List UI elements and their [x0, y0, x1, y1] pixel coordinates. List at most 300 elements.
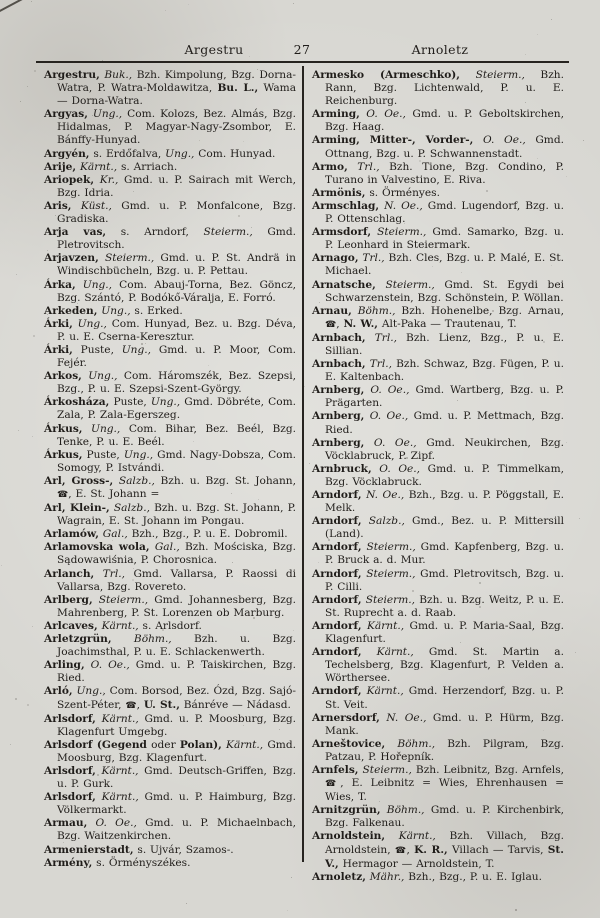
entry-headword: Polan),	[179, 738, 222, 751]
entry-crownland-abbrev: Ung.,	[82, 422, 121, 435]
gazetteer-entry	[44, 449, 296, 475]
entry-crownland-abbrev: O. Oe.,	[473, 134, 526, 147]
paper-speck	[274, 791, 276, 793]
entry-text: Gmd. Lugendorf, Bzg. u. P. Ottenschlag.	[325, 199, 564, 226]
gazetteer-entry	[312, 108, 564, 134]
gazetteer-entry	[44, 475, 296, 502]
entry-text: Gmd. u. P. Hürm, Bzg. Mank.	[325, 711, 564, 737]
entry-headword: Arl, Klein-,	[44, 502, 110, 515]
entry-text: Gmd. Döbréte, Com. Zala, P. Zala-Egerszeg.	[57, 396, 296, 422]
gazetteer-entry	[44, 305, 296, 318]
paper-speck	[165, 10, 166, 11]
gazetteer-entry	[312, 712, 564, 738]
entry-headword: U. St.,	[143, 698, 180, 711]
entry-headword: Arming, Mitter-, Vorder-,	[312, 134, 474, 147]
entry-crownland-abbrev: Ung.,	[150, 396, 181, 409]
entry-headword: Árka,	[44, 278, 76, 291]
entry-text: Gmd. Pletrovitsch.	[57, 226, 297, 252]
entry-headword: Armesko (Armeschko),	[312, 69, 460, 81]
entry-text: Bzh. Villach, Bzg. Arnoldstein,	[325, 830, 564, 856]
entry-text: s. Arndorf,	[106, 226, 204, 239]
entry-headword: Arja vas,	[44, 226, 107, 239]
entry-crownland-abbrev: Kärnt.,	[97, 619, 139, 632]
entry-text: Bzh. Hohenelbe, Bzg. Arnau,	[395, 304, 564, 317]
entry-crownland-abbrev: Steierm.,	[460, 69, 525, 81]
gazetteer-entry	[312, 279, 564, 305]
gazetteer-entry	[44, 148, 296, 161]
paper-speck	[81, 456, 82, 457]
entry-text: Gmd. u. P. Mettmach, Bzg. Ried.	[325, 410, 564, 436]
entry-crownland-abbrev: Buk.,	[99, 69, 133, 81]
entry-crownland-abbrev: Steierm.,	[361, 541, 416, 554]
paper-speck	[543, 786, 544, 787]
paper-speck	[328, 539, 330, 541]
paper-speck	[79, 364, 80, 365]
paper-speck	[551, 265, 552, 266]
entry-headword: Armönis,	[312, 186, 366, 199]
entry-text: Gmd. u. P. Haimburg, Bzg. Völkermarkt.	[57, 791, 297, 817]
gazetteer-entry	[44, 633, 296, 659]
paper-speck	[257, 69, 258, 70]
entry-headword: Armsdorf,	[312, 226, 372, 239]
running-header-right-title: Arnoletz	[411, 42, 469, 57]
entry-crownland-abbrev: Salzb.,	[109, 502, 150, 515]
entry-text: oder	[146, 738, 180, 751]
paper-speck	[566, 176, 567, 177]
entry-text: Gmd. u. P. Monfalcone, Bzg. Gradiska.	[57, 199, 296, 226]
gazetteer-entry	[44, 423, 296, 449]
entry-headword: Arletzgrün,	[44, 633, 112, 646]
gazetteer-entry	[44, 765, 296, 791]
entry-text: Bzh. Leibnitz, Bzg. Arnfels,	[411, 763, 564, 776]
posthorn-icon: ☎	[325, 319, 337, 330]
entry-text: ,	[136, 698, 144, 711]
paper-speck	[123, 589, 125, 591]
gazetteer-entry	[312, 252, 564, 278]
entry-headword: Arlamów,	[44, 528, 99, 541]
entry-crownland-abbrev: N. Oe.,	[361, 489, 405, 501]
entry-crownland-abbrev: Trl.,	[365, 331, 397, 344]
entry-text: Gmd. u. P. Moosburg, Bzg. Klagenfurt Umgebg.	[57, 712, 296, 738]
gazetteer-entry	[312, 187, 564, 200]
header-rule	[36, 61, 569, 63]
entry-text: Gmd. u. P. Michaelnbach, Bzg. Waitzenkirchen.	[57, 817, 296, 843]
gazetteer-entry	[44, 791, 296, 817]
entry-crownland-abbrev: Kärnt.,	[361, 619, 405, 632]
paper-speck	[32, 436, 33, 437]
entry-headword: Arkeden,	[44, 304, 98, 317]
entry-crownland-abbrev: Ung.,	[97, 304, 131, 317]
entry-crownland-abbrev: Kärnt.,	[95, 791, 139, 804]
entry-headword: Arlamovska wola,	[44, 541, 150, 554]
entry-headword: Arkos,	[44, 370, 82, 383]
entry-crownland-abbrev: Gal.,	[98, 528, 128, 541]
paper-speck	[47, 250, 48, 251]
entry-headword: Armény,	[44, 856, 93, 869]
gazetteer-entry	[312, 515, 564, 541]
entry-text: Bzh. Lienz, Bzg., P. u. E. Sillian.	[325, 331, 565, 357]
paper-speck	[525, 102, 526, 103]
paper-speck	[145, 343, 146, 344]
entry-crownland-abbrev: Steierm.,	[358, 763, 412, 776]
entry-crownland-abbrev: O. Oe.,	[364, 410, 409, 423]
paper-speck	[55, 215, 56, 216]
gazetteer-entry	[312, 738, 564, 764]
entry-crownland-abbrev: Trl.,	[365, 358, 392, 371]
entry-crownland-abbrev: N. Oe.,	[379, 199, 423, 212]
entry-text: Gmd. Samarko, Bzg. u. P. Leonhard in Steiermark.	[325, 226, 565, 252]
paper-speck	[10, 744, 11, 745]
gazetteer-entry	[44, 161, 296, 174]
entry-text: Com. Borsod, Bez. Ózd, Bzg. Sajó-Szent-Péter,	[57, 685, 296, 711]
entry-headword: Arling,	[44, 659, 85, 672]
entry-text: Gmd. Ottnang, Bzg. u. P. Schwannenstadt.	[325, 134, 564, 160]
paper-speck	[543, 730, 544, 731]
entry-headword: Arndorf,	[312, 685, 362, 698]
entry-crownland-abbrev: Ung.,	[121, 343, 152, 356]
gazetteer-entry	[44, 252, 296, 278]
entry-text: Bzh. u. Bzg. St. Johann, P. Wagrain, E. St. Johann im Pongau.	[57, 502, 296, 528]
entry-headword: Arnersdorf,	[312, 711, 380, 724]
entry-crownland-abbrev: Kärnt.,	[361, 646, 414, 659]
gazetteer-entry	[44, 857, 296, 870]
entry-text: Gmd. St. Martin a. Techelsberg, Bzg. Klagenfurt, P. Velden a. Wörthersee.	[325, 646, 564, 685]
entry-crownland-abbrev: Steierm.,	[361, 593, 416, 606]
entry-headword: Arlsdorf,	[44, 764, 96, 777]
entry-headword: Arnago,	[312, 252, 359, 265]
entry-text: Gmd. u. P. Moor, Com. Fejér.	[57, 343, 296, 370]
paper-speck	[27, 86, 28, 87]
entry-crownland-abbrev: O. Oe.,	[364, 436, 417, 449]
entry-text: Gmd. Deutsch-Griffen, Bzg. u. P. Gurk.	[57, 764, 296, 791]
paper-speck	[293, 3, 294, 4]
entry-text: Gmd. St. Egydi bei Schwarzenstein, Bzg. Schönstein, P. Wöllan.	[325, 278, 564, 304]
entry-text: Bzh. Rann, Bzg. Lichtenwald, P. u. E. Reichenburg.	[325, 69, 564, 108]
entry-text: Puste,	[72, 343, 122, 356]
entry-text: s. Örményes.	[365, 186, 440, 199]
entry-headword: Armau,	[44, 817, 88, 830]
entry-headword: Arl, Gross-,	[44, 474, 114, 487]
entry-text: Gmd. Johannesberg, Bzg. Mahrenberg, P. St. Lorenzen ob Marburg.	[57, 593, 297, 619]
paper-speck	[16, 274, 17, 275]
entry-text: Bzh. Mościska, Bzg. Sądowawiśnia, P. Chorosnica.	[57, 541, 296, 567]
entry-text: Bzh. Kimpolung, Bzg. Dorna-Watra, P. Watra-Moldawitza,	[57, 69, 296, 95]
entry-headword: Aris,	[44, 199, 72, 212]
gazetteer-entry	[312, 764, 564, 804]
gazetteer-entry	[44, 226, 296, 252]
entry-text: Gmd. Kapfenberg, Bzg. u. P. Bruck a. d. Mur.	[325, 541, 564, 567]
entry-headword: Arnfels,	[312, 763, 359, 776]
gazetteer-entry	[44, 659, 296, 685]
entry-headword: Arlsdorf (Gegend	[44, 738, 147, 751]
entry-text: Bzh., Bzg., P. u. E. Dobromil.	[127, 528, 288, 541]
paper-speck	[583, 140, 584, 141]
gazetteer-entry	[312, 410, 564, 436]
entry-crownland-abbrev: Kärnt.,	[95, 712, 139, 725]
gazetteer-entry	[44, 396, 296, 422]
entry-headword: Arnbruck,	[312, 462, 372, 475]
paper-speck	[162, 629, 164, 631]
entry-text: Gmd. Herzendorf, Bzg. u. P. St. Veit.	[325, 685, 564, 711]
entry-crownland-abbrev: Mähr.,	[365, 870, 405, 883]
gazetteer-entry	[312, 332, 564, 358]
entry-text: Gmd. u. P. Sairach mit Werch, Bzg. Idria.	[57, 173, 296, 199]
entry-headword: Árkosháza,	[44, 396, 110, 409]
entry-text: Gmd. u. P. Geboltskirchen, Bzg. Haag.	[325, 108, 564, 134]
paper-speck	[20, 101, 21, 102]
entry-headword: Árki,	[44, 317, 73, 330]
gazetteer-entry	[44, 568, 296, 594]
entry-crownland-abbrev: Salzb.,	[113, 474, 155, 487]
entry-text: Gmd. u. P. St. Andrä in Windischbücheln, Bzg. u. P. Pettau.	[57, 252, 296, 278]
entry-crownland-abbrev: Ung.,	[72, 685, 106, 698]
paper-speck	[404, 223, 405, 224]
posthorn-icon: ☎	[125, 700, 137, 711]
entry-crownland-abbrev: O. Oe.,	[84, 659, 130, 672]
entry-headword: N. W.,	[343, 317, 378, 330]
paper-speck	[533, 811, 535, 813]
right-column	[312, 69, 564, 884]
entry-text: Com. Bihar, Bez. Beél, Bzg. Tenke, P. u. E. Beél.	[57, 422, 296, 448]
paper-speck	[199, 140, 200, 141]
paper-speck	[179, 232, 180, 233]
entry-headword: Arnau,	[312, 304, 352, 317]
gazetteer-entry	[44, 844, 296, 857]
entry-headword: Argyas,	[44, 108, 88, 121]
gazetteer-entry	[312, 804, 564, 830]
paper-speck	[367, 206, 368, 207]
entry-headword: Arndorf,	[312, 619, 362, 632]
gazetteer-entry	[312, 200, 564, 226]
entry-text: Bzh. u. Bzg. Weitz, P. u. E. St. Ruprecht a. d. Raab.	[325, 593, 564, 619]
paper-speck	[412, 590, 414, 592]
entry-text: Bzh. Tione, Bzg. Condino, P. Turano in Valvestino, E. Riva.	[325, 160, 565, 186]
entry-headword: Arnbach,	[312, 358, 366, 371]
gazetteer-entry	[44, 108, 296, 147]
column-divider-rule	[302, 66, 304, 862]
gazetteer-entry	[44, 344, 296, 370]
running-header	[36, 42, 568, 58]
entry-text: Alt-Paka — Trautenau, T.	[377, 317, 517, 330]
entry-text: Gmd. u. P. Kirchenbirk, Bzg. Falkenau.	[325, 804, 564, 830]
entry-headword: Arnberg,	[312, 410, 365, 423]
entry-text: Bzh., Bzg. u. P. Pöggstall, E. Melk.	[325, 489, 564, 515]
entry-headword: Arming,	[312, 108, 360, 121]
gazetteer-entry	[44, 370, 296, 396]
entry-text: s. Örményszékes.	[92, 856, 191, 869]
entry-headword: Argyén,	[44, 147, 90, 160]
entry-text: Hermagor — Arnoldstein, T.	[338, 857, 495, 870]
entry-headword: Arlcaves,	[44, 619, 98, 632]
entry-crownland-abbrev: N. Oe.,	[379, 711, 427, 724]
posthorn-icon: ☎	[325, 779, 341, 790]
entry-crownland-abbrev: Ung.,	[165, 147, 195, 160]
paper-speck	[170, 334, 171, 335]
entry-headword: Arndorf,	[312, 489, 362, 501]
entry-text: Gmd. Nagy-Dobsza, Com. Somogy, P. Istvándi.	[57, 448, 296, 474]
entry-crownland-abbrev: Trl.,	[347, 160, 380, 173]
gazetteer-entry	[44, 174, 296, 200]
entry-headword: Arlsdorf,	[44, 791, 96, 804]
entry-headword: K. R.,	[414, 843, 448, 856]
entry-headword: Arnoletz,	[312, 870, 366, 883]
entry-crownland-abbrev: Trl.,	[358, 252, 385, 265]
posthorn-icon: ☎	[394, 845, 407, 856]
entry-crownland-abbrev: Böhm.,	[351, 304, 396, 317]
entry-text: , E. St. Johann =	[68, 488, 160, 500]
gazetteer-entry	[44, 318, 296, 344]
entry-crownland-abbrev: O. Oe.,	[364, 384, 410, 397]
paper-speck	[210, 303, 211, 304]
entry-text: Gmd. Wartberg, Bzg. u. P. Prägarten.	[325, 384, 565, 410]
paper-speck	[1, 565, 2, 566]
entry-text: Bánréve — Nádasd.	[179, 698, 291, 711]
gazetteer-entry	[44, 69, 296, 108]
paper-speck	[479, 582, 481, 584]
gazetteer-entry	[44, 713, 296, 739]
entry-crownland-abbrev: O. Oe.,	[371, 462, 421, 475]
entry-crownland-abbrev: Kärnt.,	[361, 685, 404, 698]
entry-crownland-abbrev: Gal.,	[149, 541, 180, 554]
entry-headword: Armo,	[312, 160, 348, 173]
gazetteer-entry	[312, 620, 564, 646]
paper-speck	[265, 799, 266, 800]
entry-crownland-abbrev: Ung.,	[75, 278, 113, 291]
gazetteer-entry	[44, 528, 296, 541]
paper-speck	[525, 54, 526, 55]
paper-speck	[553, 472, 554, 473]
entry-text: Gmd. u. P. Timmelkam, Bzg. Vöcklabruck.	[325, 462, 565, 488]
entry-text: Com. Kolozs, Bez. Almás, Bzg. Hidalmas, P. Magyar-Nagy-Zsombor, E. Bánffy-Hunyad.	[57, 108, 296, 147]
paper-speck	[293, 630, 294, 631]
entry-crownland-abbrev: Küst.,	[71, 199, 112, 212]
paper-speck	[33, 335, 35, 337]
gazetteer-entry	[312, 541, 564, 567]
gazetteer-entry	[312, 830, 564, 870]
entry-text: Bzh., Bzg., P. u. E. Iglau.	[404, 870, 542, 883]
entry-crownland-abbrev: Ung.,	[81, 370, 118, 383]
entry-headword: Arnbach,	[312, 331, 366, 344]
entry-headword: Ariopek,	[44, 173, 95, 186]
gazetteer-entry	[312, 226, 564, 252]
paper-speck	[188, 4, 189, 5]
paper-speck	[309, 463, 310, 464]
entry-text: Com. Hunyad.	[194, 147, 276, 160]
gazetteer-entry	[312, 871, 564, 884]
entry-headword: Argestru,	[44, 69, 100, 81]
gazetteer-entry	[44, 502, 296, 528]
gazetteer-entry	[312, 568, 564, 594]
paper-speck	[325, 627, 326, 628]
paper-speck	[254, 794, 255, 795]
paper-speck	[457, 400, 458, 401]
entry-text: Puste,	[109, 396, 151, 409]
paper-speck	[139, 179, 140, 180]
entry-headword: Arlsdorf,	[44, 712, 96, 725]
paper-speck	[483, 113, 485, 115]
gazetteer-entry	[312, 685, 564, 711]
entry-headword: St. V.,	[325, 843, 564, 870]
entry-headword: Arjavzen,	[44, 252, 99, 265]
gazetteer-entry	[312, 489, 564, 515]
entry-text: Bzh. u. Bzg. St. Johann,	[154, 474, 296, 487]
entry-text: Bzh. u. Bzg. Joachimsthal, P. u. E. Schlackenwerth.	[57, 633, 296, 659]
entry-headword: Arnberg,	[312, 384, 365, 397]
entry-headword: Arnoldstein,	[312, 830, 386, 843]
entry-crownland-abbrev: Kärnt.,	[221, 738, 264, 751]
entry-headword: Árkus,	[44, 448, 83, 461]
entry-headword: Arije,	[44, 160, 77, 173]
entry-text: Gmd. Neukirchen, Bzg. Vöcklabruck, P. Zipf.	[325, 436, 564, 462]
gazetteer-entry	[312, 594, 564, 620]
paper-speck	[132, 579, 134, 581]
entry-text: Com. Háromszék, Bez. Szepsi, Bzg., P. u. E. Szepsi-Szent-György.	[57, 370, 296, 396]
entry-text: Com. Hunyad, Bez. u. Bzg. Déva, P. u. E. Cserna-Keresztur.	[57, 317, 297, 343]
entry-crownland-abbrev: Böhm.,	[380, 804, 425, 817]
entry-headword: Armenierstadt,	[44, 843, 134, 856]
entry-headword: Árkus,	[44, 422, 83, 435]
entry-headword: Arneštovice,	[312, 737, 386, 750]
entry-text: Villach — Tarvis,	[447, 843, 548, 856]
paper-speck	[65, 78, 66, 79]
entry-text: Bzh. Schwaz, Bzg. Fügen, P. u. E. Kaltenbach.	[325, 358, 564, 384]
gazetteer-entry	[44, 594, 296, 620]
entry-text: s. Erdőfalva,	[89, 147, 166, 160]
paper-speck	[27, 704, 29, 706]
page-number: 27	[293, 42, 311, 57]
entry-text: Wama — Dorna-Watra.	[57, 82, 297, 108]
gazetteer-entry	[44, 739, 296, 765]
entry-text: Bzh. Cles, Bzg. u. P. Malé, E. St. Michael.	[325, 252, 565, 278]
entry-crownland-abbrev: Böhm.,	[385, 737, 436, 750]
entry-crownland-abbrev: Steierm.,	[375, 278, 435, 291]
entry-crownland-abbrev: Steierm.,	[361, 567, 416, 580]
paper-speck	[208, 365, 209, 366]
entry-headword: Arló,	[44, 685, 73, 698]
entry-headword: Armschlag,	[312, 199, 380, 212]
entry-text: s. Erked.	[130, 304, 183, 317]
entry-text: Gmd., Bez. u. P. Mittersill (Land).	[325, 515, 564, 541]
entry-crownland-abbrev: Salzb.,	[361, 515, 405, 528]
entry-headword: Bu. L.,	[217, 82, 259, 95]
paper-speck	[230, 458, 231, 459]
entry-crownland-abbrev: Böhm.,	[111, 633, 172, 646]
gazetteer-entry	[44, 200, 296, 226]
gazetteer-entry	[312, 305, 564, 332]
gazetteer-entry	[44, 541, 296, 567]
entry-crownland-abbrev: O. Oe.,	[359, 108, 406, 121]
paper-speck	[15, 698, 17, 700]
gazetteer-entry	[44, 685, 296, 712]
paper-speck	[303, 694, 304, 695]
entry-text: Gmd. Moosburg, Bzg. Klagenfurt.	[57, 738, 297, 764]
entry-headword: Arlanch,	[44, 567, 95, 580]
entry-crownland-abbrev: Kärnt.,	[385, 830, 436, 843]
entry-text: Puste,	[82, 448, 124, 461]
entry-crownland-abbrev: Ung.,	[87, 108, 123, 121]
entry-headword: Árki,	[44, 343, 73, 356]
paper-speck	[566, 442, 567, 443]
gazetteer-entry	[312, 437, 564, 463]
paper-speck	[492, 310, 494, 312]
gazetteer-entry	[44, 817, 296, 843]
entry-crownland-abbrev: Kärnt.,	[95, 764, 139, 777]
entry-text: Com. Abauj-Torna, Bez. Göncz, Bzg. Szántó, P. Bodókő-Váralja, E. Forró.	[57, 278, 296, 304]
gazetteer-entry	[312, 384, 564, 410]
entry-text: s. Arlsdorf.	[138, 619, 202, 632]
entry-text: s. Arriach.	[117, 160, 178, 173]
entry-crownland-abbrev: Ung.,	[123, 448, 154, 461]
